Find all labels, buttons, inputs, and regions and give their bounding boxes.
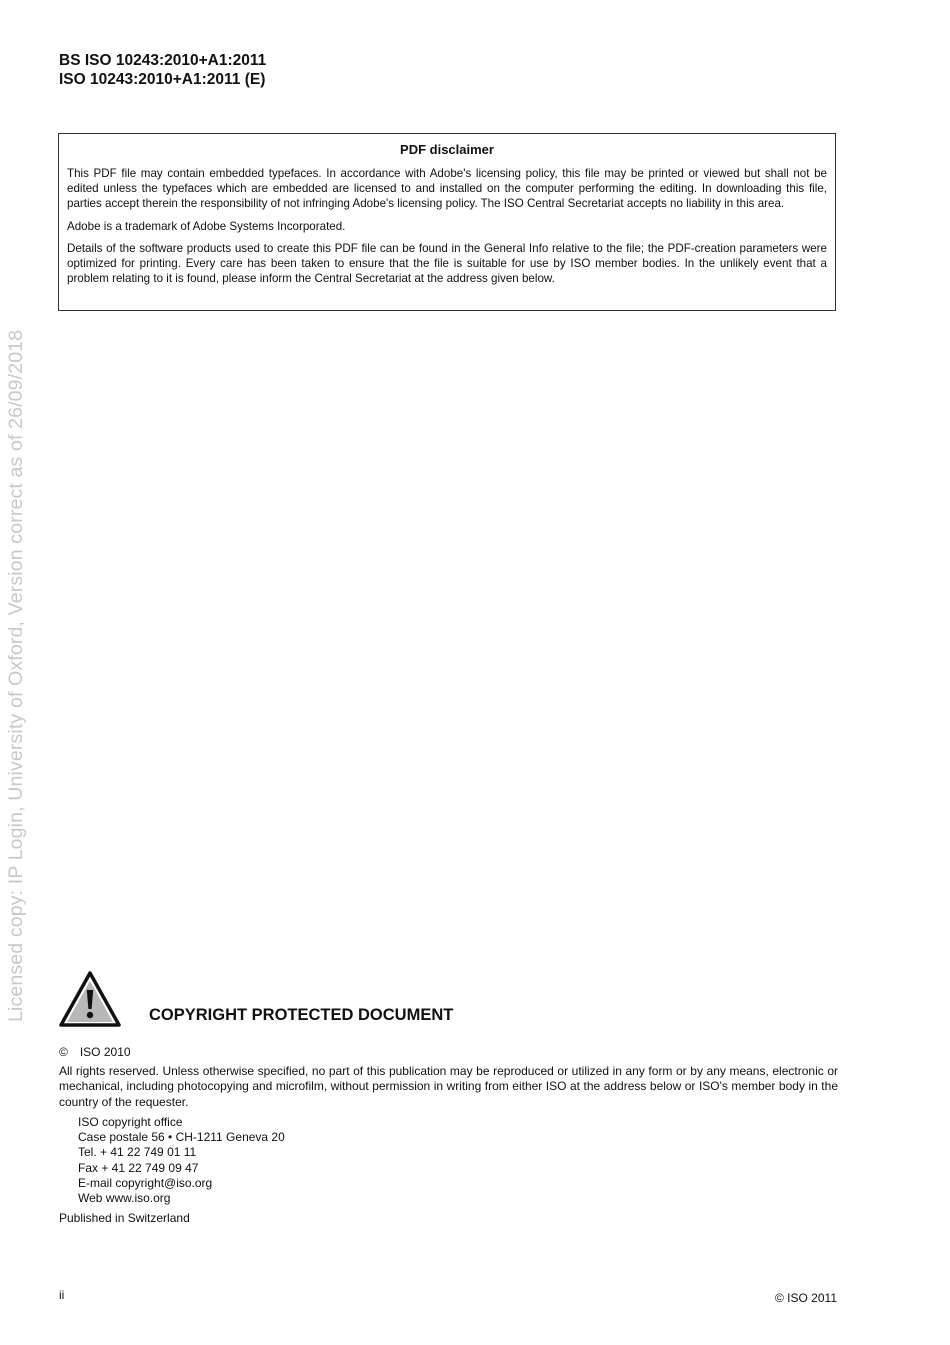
document-header — [59, 51, 266, 89]
address-line: Tel. + 41 22 749 01 11 — [78, 1145, 197, 1160]
rights-statement: All rights reserved. Unless otherwise specified, no part of this publication may be reproduced or utilized in any form or by any means, electronic or mechanical, including photocopying and microfilm, without permission in writing from either ISO at the address below or ISO's member body in the country of the requester. — [59, 1064, 838, 1109]
address-line: Web www.iso.org — [78, 1191, 171, 1206]
disclaimer-paragraph: This PDF file may contain embedded typefaces. In accordance with Adobe's licensing policy, this file may be printed or viewed but shall not be edited unless the typefaces which are embedded are licensed to and installed on the computer performing the editing. In downloading this file, parties accept therein the responsibility of not infringing Adobe's licensing policy. The ISO Central Secretariat accepts no liability in this area. — [67, 167, 827, 211]
copyright-title: COPYRIGHT PROTECTED DOCUMENT — [149, 1006, 454, 1024]
standard-designation-english: ISO 10243:2010+A1:2011 (E) — [59, 71, 266, 88]
disclaimer-paragraph: Details of the software products used to create this PDF file can be found in the General Info relative to the file; the PDF-creation parameters were optimized for printing. Every care has been taken to ensure that the file is suitable for use by ISO member bodies. In the unlikely event that a problem relating to it is found, please inform the Central Secretariat at the address given below. — [67, 241, 827, 286]
address-line: E-mail copyright@iso.org — [78, 1175, 213, 1190]
address-line: Fax + 41 22 749 09 47 — [78, 1160, 199, 1175]
copyright-year: ISO 2010 — [79, 1045, 131, 1059]
footer-copyright: © ISO 2011 — [775, 1291, 837, 1305]
warning-triangle-icon — [58, 970, 122, 1028]
license-watermark: Licensed copy: IP Login, University of Oxford, Version correct as of 26/09/2018 — [5, 329, 27, 1022]
page-number: ii — [59, 1288, 65, 1302]
address-line: ISO copyright office — [78, 1115, 183, 1129]
published-location: Published in Switzerland — [59, 1211, 190, 1225]
standard-designation: BS ISO 10243:2010+A1:2011 — [59, 52, 267, 69]
disclaimer-paragraph: Adobe is a trademark of Adobe Systems Incorporated. — [67, 219, 346, 233]
copyright-symbol: © — [59, 1045, 68, 1059]
copyright-year-line — [59, 1045, 131, 1059]
iso-address-block — [78, 1115, 285, 1206]
disclaimer-title: PDF disclaimer — [400, 142, 494, 157]
address-line: Case postale 56 • CH-1211 Geneva 20 — [78, 1130, 285, 1145]
pdf-disclaimer-box — [58, 133, 836, 311]
